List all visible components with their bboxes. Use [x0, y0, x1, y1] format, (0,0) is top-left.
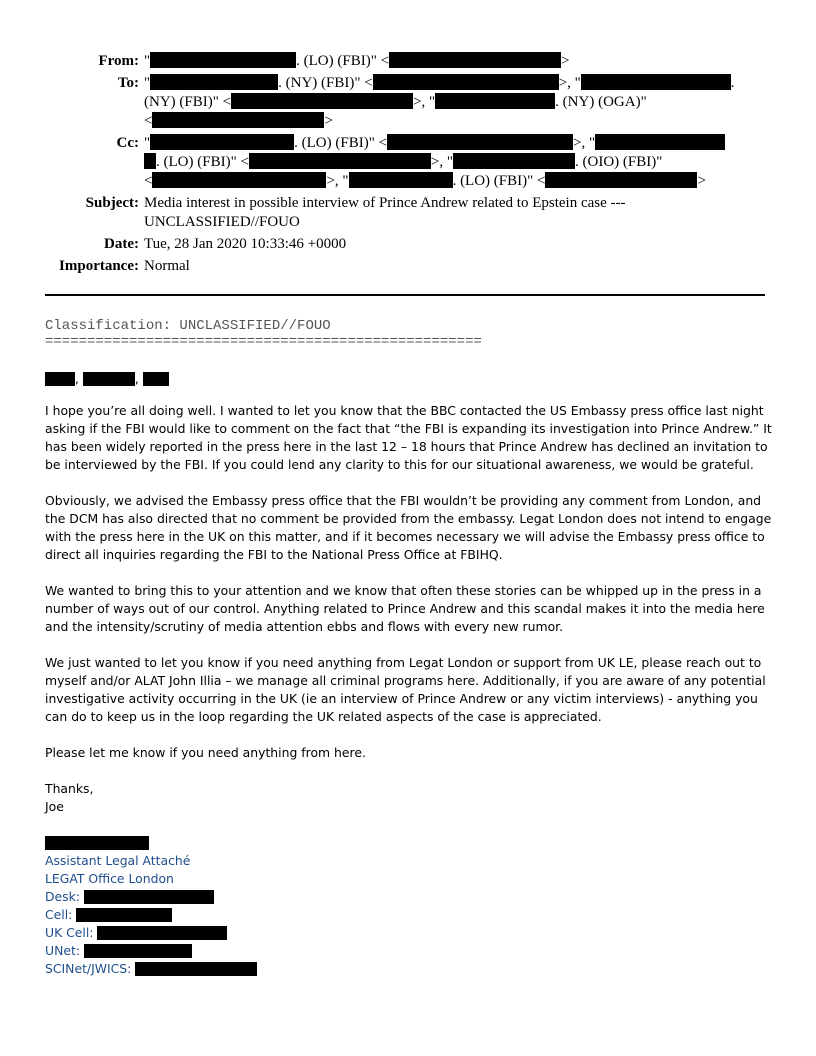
scinet-line: SCINet/JWICS:	[45, 960, 775, 978]
redaction-block	[143, 372, 169, 386]
date-row	[0, 235, 816, 254]
signature-block	[45, 834, 775, 978]
redaction-block	[373, 74, 559, 90]
classification-banner	[45, 318, 482, 350]
signature-office: LEGAT Office London	[45, 871, 174, 886]
to-value: " . (NY) (FBI)" < >, " . (NY) (FBI)" < >, " . (NY) (OGA)" < >	[144, 75, 735, 129]
redaction-block	[150, 74, 278, 90]
importance-label: Importance:	[59, 258, 139, 274]
desk-line: Desk:	[45, 888, 775, 906]
redaction-block	[545, 172, 697, 188]
body-paragraph: Obviously, we advised the Embassy press office that the FBI wouldn’t be providing any comment from London, and the DCM has also directed that no comment be provided from the embassy. Legat London does not intend to engage with the press here in the UK on this matter, and if it becomes necessary we will advise the Embassy press office to direct all inquiries regarding the FBI to the National Press Office at FBIHQ.	[45, 493, 772, 562]
signature-name	[45, 834, 775, 852]
redaction-block	[76, 908, 172, 922]
from-label: From:	[98, 53, 139, 69]
closing	[45, 780, 775, 816]
redaction-block	[84, 944, 192, 958]
greeting: , ,	[45, 370, 775, 388]
redaction-block	[150, 52, 296, 68]
importance-value: Normal	[144, 258, 190, 274]
redaction-block	[152, 112, 324, 128]
redaction-block	[595, 134, 725, 150]
redaction-block	[387, 134, 573, 150]
signoff: Thanks,	[45, 781, 94, 796]
uk-cell-line: UK Cell:	[45, 924, 775, 942]
body-paragraph: I hope you’re all doing well. I wanted to let you know that the BBC contacted the US Embassy press office last night asking if the FBI would like to comment on the fact that “the FBI is expanding its investigation into Prince Andrew.” It has been widely reported in the press here in the last 12 – 18 hours that Prince Andrew has declined an invitation to be interviewed by the FBI. If you could lend any clarity to this for our situational awareness, we would be grateful.	[45, 403, 772, 472]
redaction-block	[45, 836, 149, 850]
cc-row	[0, 134, 816, 191]
redaction-block	[435, 93, 555, 109]
redaction-block	[135, 962, 257, 976]
importance-row	[0, 257, 816, 276]
body-paragraph: Please let me know if you need anything from here.	[45, 745, 366, 760]
from-row	[0, 52, 816, 71]
redaction-block	[453, 153, 575, 169]
date-value: Tue, 28 Jan 2020 10:33:46 +0000	[144, 236, 347, 252]
cell-line: Cell:	[45, 906, 775, 924]
unet-line: UNet:	[45, 942, 775, 960]
cc-value: " . (LO) (FBI)" < >, " . (LO) (FBI)" < >, " . (OIO) (FBI)" < >, " . (LO) (FBI)" < >	[144, 134, 764, 191]
redaction-block	[231, 93, 413, 109]
classification-line: Classification: UNCLASSIFIED//FOUO	[45, 318, 331, 334]
subject-row	[0, 194, 816, 232]
from-value: " . (LO) (FBI)" < >	[144, 53, 570, 69]
to-row	[0, 74, 816, 131]
redaction-block	[144, 153, 156, 169]
signature-title: Assistant Legal Attaché	[45, 853, 191, 868]
body-paragraph: We wanted to bring this to your attention and we know that often these stories can be whipped up in the press in a number of ways out of our control. Anything related to Prince Andrew and this scandal makes it into the media here and the intensity/scrutiny of media attention ebbs and flows with every new rumor.	[45, 583, 765, 634]
subject-value: Media interest in possible interview of Prince Andrew related to Epstein case --- UNCLASSIFIED//FOUO	[144, 195, 626, 230]
redaction-block	[581, 74, 731, 90]
redaction-block	[83, 372, 135, 386]
email-header	[0, 52, 816, 276]
email-body	[45, 370, 775, 978]
redaction-block	[150, 134, 294, 150]
date-label: Date:	[104, 236, 139, 252]
cc-label: Cc:	[116, 135, 139, 151]
redaction-block	[349, 172, 453, 188]
header-divider	[45, 294, 765, 296]
redaction-block	[152, 172, 326, 188]
classification-separator: ====================================================	[45, 334, 482, 350]
redaction-block	[249, 153, 431, 169]
body-paragraph: We just wanted to let you know if you need anything from Legat London or support from UK LE, please reach out to myself and/or ALAT John Illia – we manage all criminal programs here. Additionally, if you are aware of any potential investigative activity occurring in the UK (ie an interview of Prince Andrew or any victim interviews) - anything you can do to keep us in the loop regarding the UK related aspects of the case is appreciated.	[45, 655, 766, 724]
to-label: To:	[117, 75, 139, 91]
subject-label: Subject:	[85, 195, 139, 211]
sender-name: Joe	[45, 799, 64, 814]
redaction-block	[97, 926, 227, 940]
redaction-block	[84, 890, 214, 904]
redaction-block	[389, 52, 561, 68]
redaction-block	[45, 372, 75, 386]
